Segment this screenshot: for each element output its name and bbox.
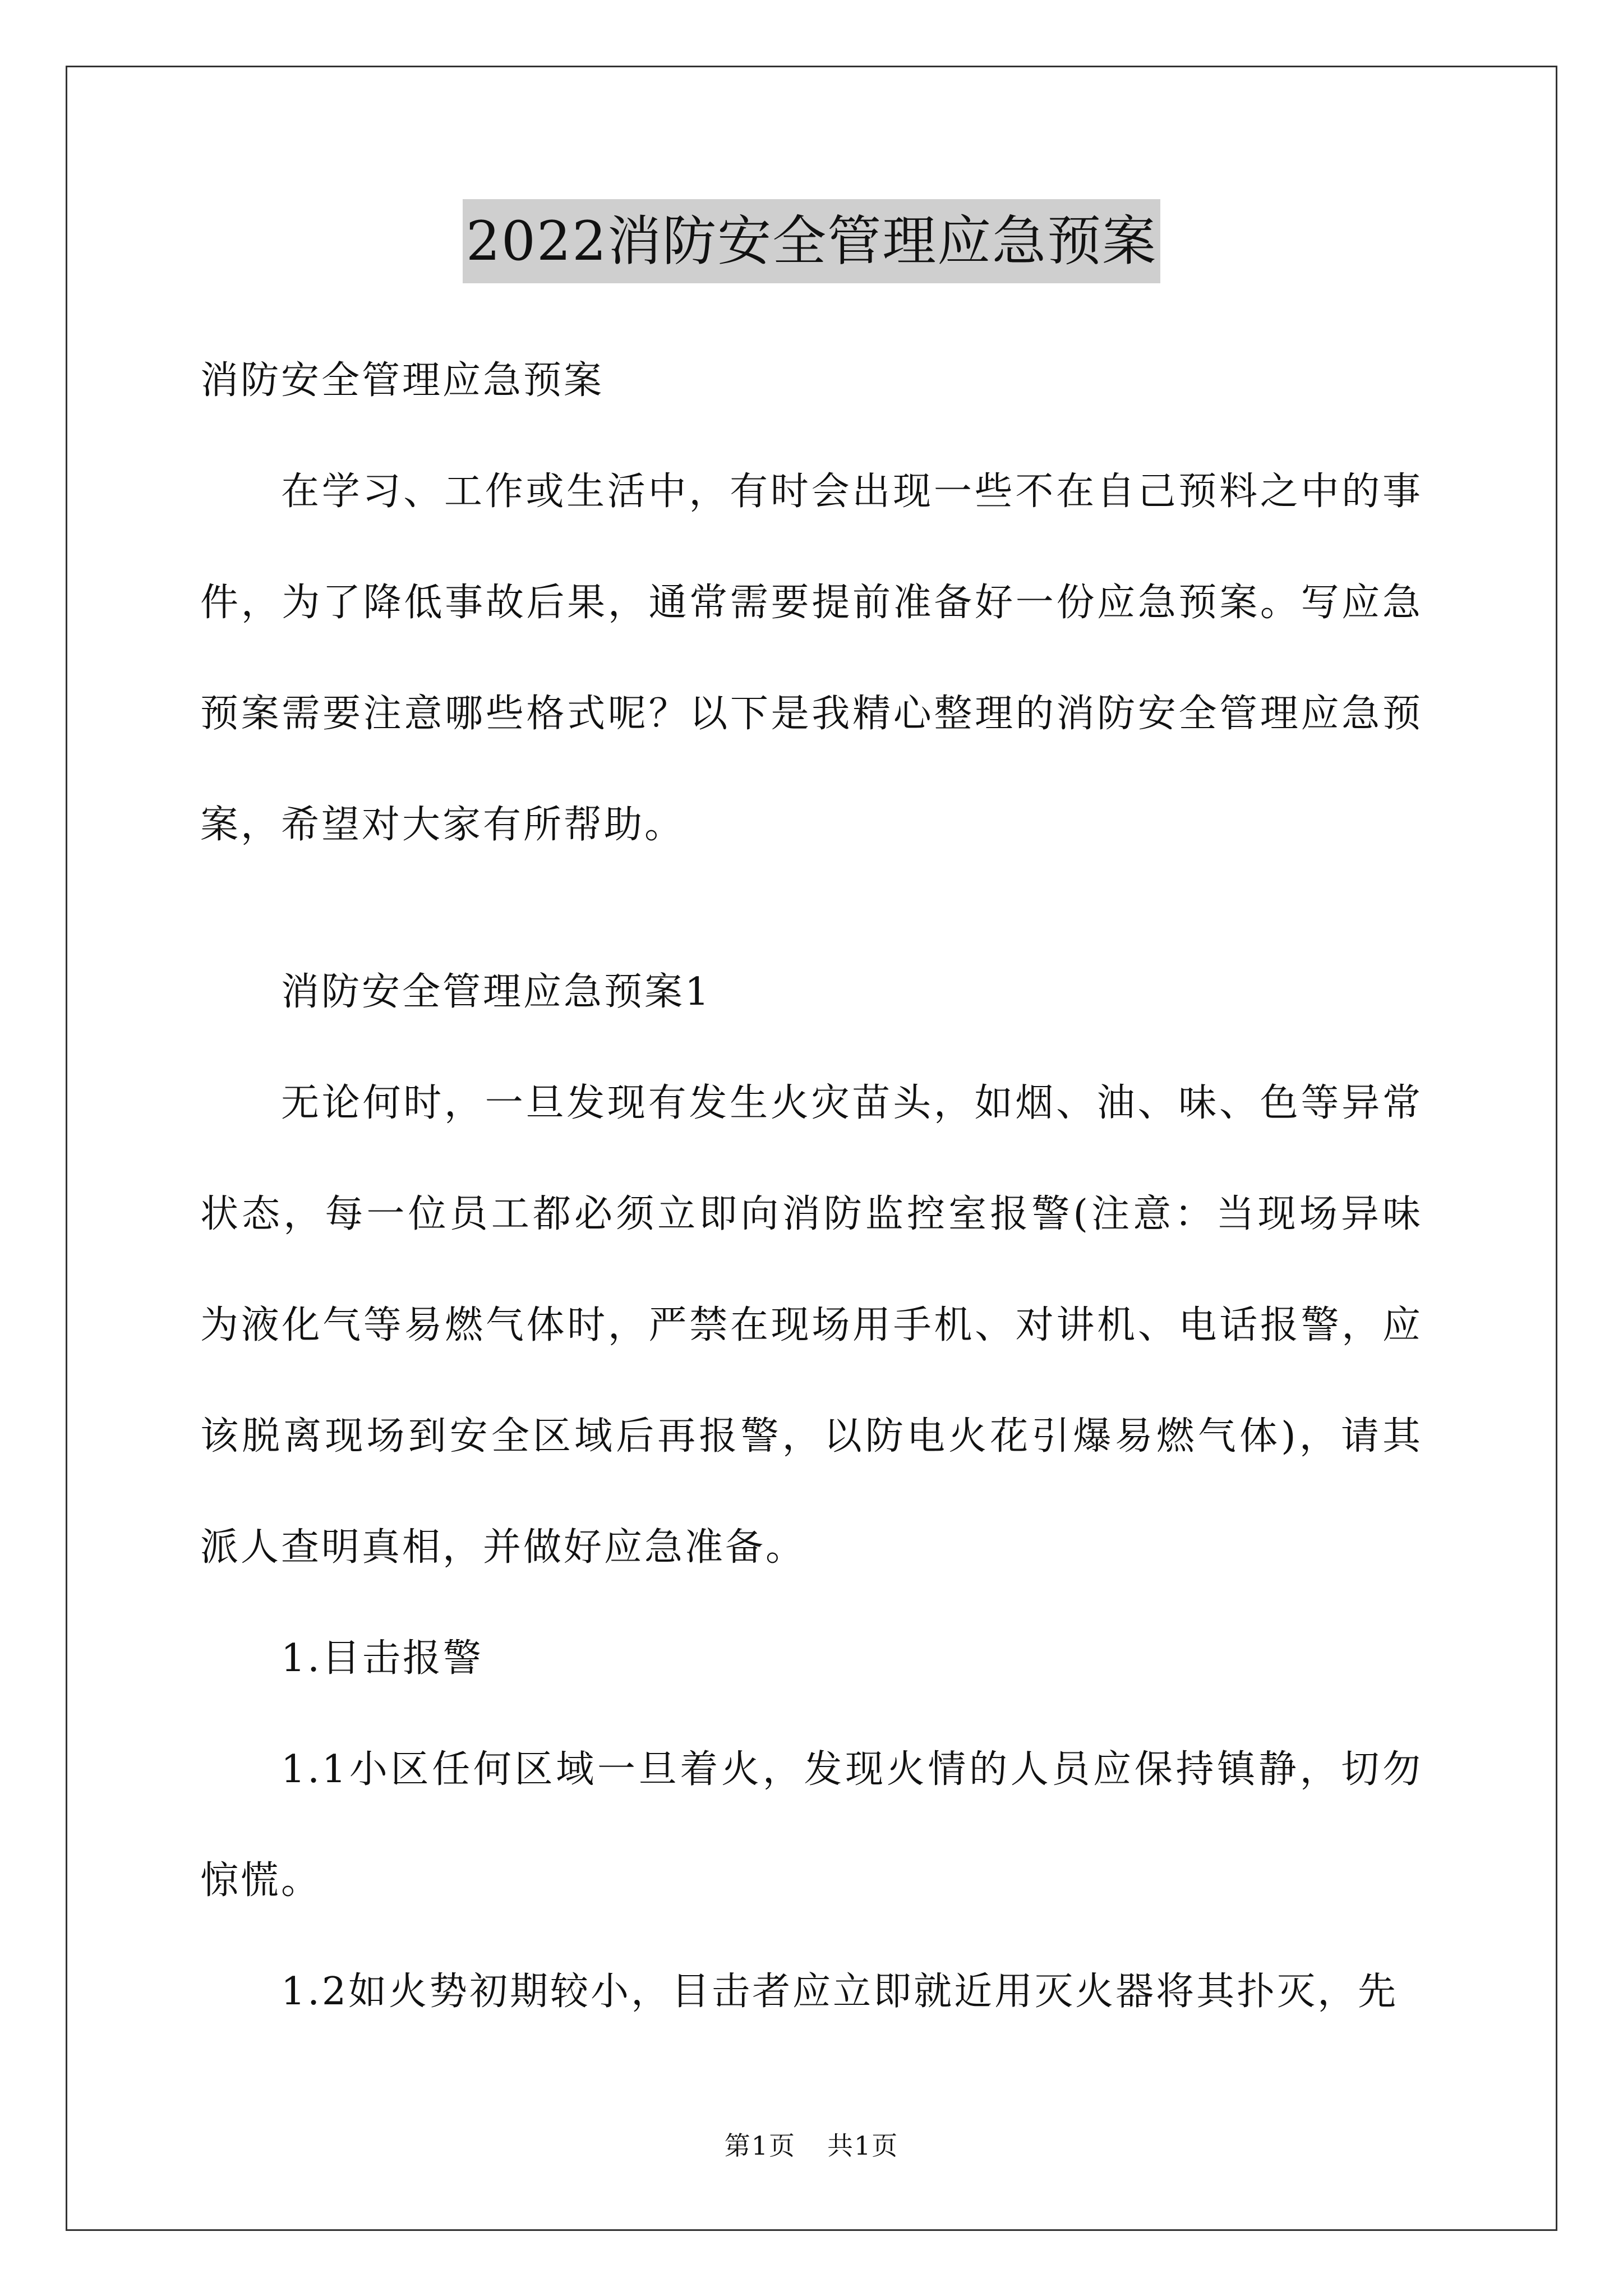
page-total: 共1页 — [827, 2131, 899, 2161]
body-paragraph: 1.1小区任何区域一旦着火，发现火情的人员应保持镇静，切勿惊慌。 — [200, 1747, 1423, 1903]
title-wrap — [0, 199, 1623, 283]
page-number: 第1页 — [724, 2131, 796, 2161]
body-paragraph: 无论何时，一旦发现有发生火灾苗头，如烟、油、味、色等异常状态，每一位员工都必须立即向消防监控室报警(注意：当现场异味为液化气等易燃气体时，严禁在现场用手机、对讲机、电话报警，应该脱离现场到安全区域后再报警，以防电火花引爆易燃气体)，请其派人查明真相，并做好应急准备。 — [200, 1081, 1423, 1570]
document-subtitle: 消防安全管理应急预案 — [200, 358, 605, 403]
section-heading: 消防安全管理应急预案1 — [281, 970, 712, 1014]
numbered-heading: 1.目击报警 — [281, 1636, 483, 1681]
body-paragraph: 1.2如火势初期较小，目击者应立即就近用灭火器将其扑灭，先 — [281, 1970, 1399, 2014]
page-footer — [0, 2129, 1623, 2162]
document-title: 2022消防安全管理应急预案 — [463, 199, 1160, 283]
document-body — [200, 325, 1423, 2047]
intro-paragraph: 在学习、工作或生活中，有时会出现一些不在自己预料之中的事件，为了降低事故后果，通常需要提前准备好一份应急预案。写应急预案需要注意哪些格式呢？以下是我精心整理的消防安全管理应急预案，希望对大家有所帮助。 — [200, 470, 1423, 847]
